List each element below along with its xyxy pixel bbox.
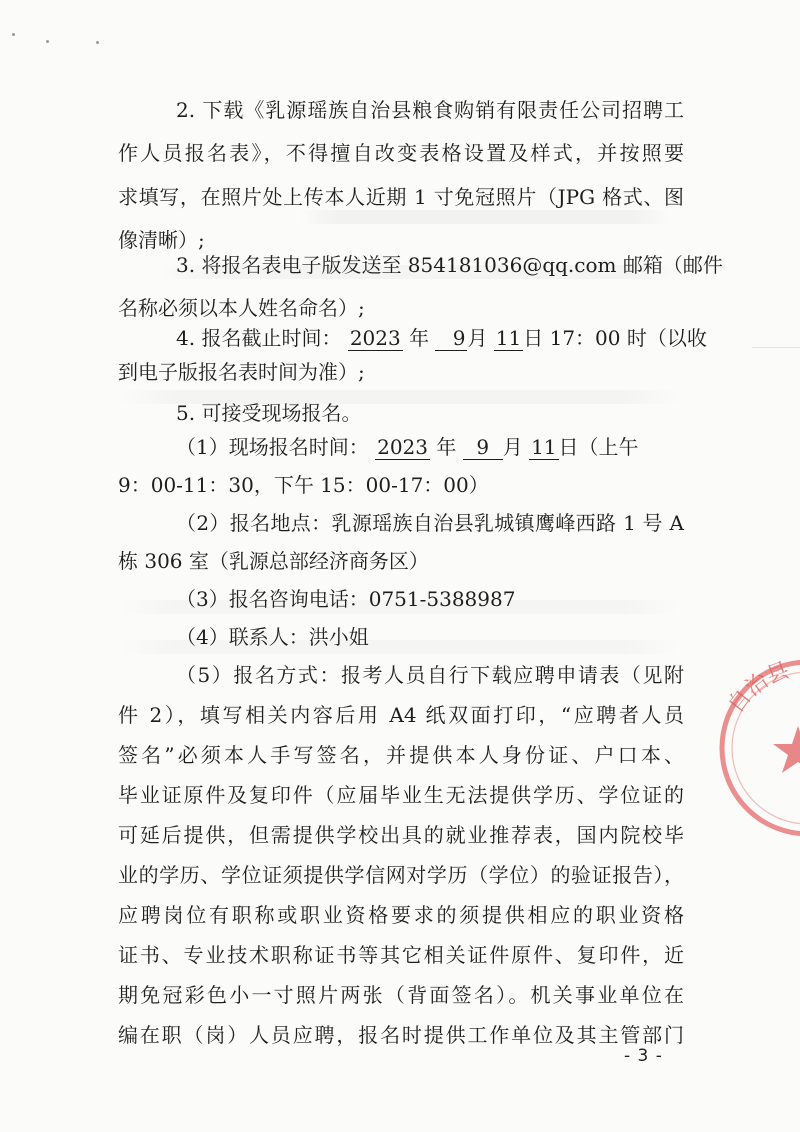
svg-text:自治县	[723, 658, 792, 718]
deadline-year: 2023	[349, 326, 401, 350]
item-5-2-line-1: （2）报名地点：乳源瑶族自治县乳城镇鹰峰西路 1 号 A	[176, 511, 684, 535]
item-5-5-line-2: 件 2），填写相关内容后用 A4 纸双面打印，“应聘者人员	[118, 703, 684, 727]
item-5-5-line-5: 可延后提供，但需提供学校出具的就业推荐表，国内院校毕	[118, 823, 684, 847]
item-2-line-3: 求填写，在照片处上传本人近期 1 寸免冠照片（JPG 格式、图	[118, 185, 684, 209]
scan-speck	[12, 33, 15, 36]
page-number: - 3 -	[624, 1046, 663, 1066]
official-seal	[710, 648, 800, 848]
item-5-3-line: （3）报名咨询电话：0751-5388987	[176, 587, 516, 611]
day-unit: 日	[523, 326, 544, 350]
item-5-5-line-8: 证书、专业技术职称证书等其它相关证件原件、复印件，近	[118, 943, 684, 967]
item-5-2-line-2: 栋 306 室（乳源总部经济商务区）	[118, 549, 429, 573]
item-2-line-4: 像清晰）;	[118, 228, 205, 252]
seal-text: 自治县	[723, 658, 793, 718]
item-5-5-line-3: 签名”必须本人手写签名，并提供本人身份证、户口本、	[118, 743, 684, 767]
deadline-label: 4. 报名截止时间：	[176, 326, 342, 350]
item-5-1-line-1	[176, 433, 639, 461]
onsite-year: 2023	[377, 435, 428, 459]
item-5-5-line-10: 编在职（岗）人员应聘，报名时提供工作单位及其主管部门	[118, 1023, 684, 1047]
onsite-time-label: （1）现场报名时间：	[176, 435, 369, 459]
month-unit: 月	[467, 326, 488, 350]
scan-speck	[46, 40, 49, 43]
item-5-1-line-2: 9：00-11：30，下午 15：00-17：00）	[118, 473, 489, 497]
item-5-line: 5. 可接受现场报名。	[176, 401, 362, 425]
item-2-line-1: 2. 下载《乳源瑶族自治县粮食购销有限责任公司招聘工	[176, 98, 684, 122]
item-5-5-line-4: 毕业证原件及复印件（应届毕业生无法提供学历、学位证的	[118, 783, 684, 807]
deadline-time: 17：00 时（以收	[549, 326, 707, 350]
year-unit: 年	[409, 326, 430, 350]
onsite-day: 11	[531, 435, 557, 459]
item-4-line-1	[176, 324, 707, 352]
item-3-line-2: 名称必须以本人姓名命名）;	[118, 296, 365, 320]
item-5-5-line-6: 业的学历、学位证须提供学信网对学历（学位）的验证报告），	[118, 863, 684, 887]
item-5-5-line-7: 应聘岗位有职称或职业资格要求的须提供相应的职业资格	[118, 903, 684, 927]
item-3-line-1: 3. 将报名表电子版发送至 854181036@qq.com 邮箱（邮件	[176, 253, 723, 277]
item-2-line-2: 作人员报名表》，不得擅自改变表格设置及样式，并按照要	[118, 141, 684, 165]
onsite-month: 9	[463, 435, 503, 460]
item-5-4-line: （4）联系人：洪小姐	[176, 625, 369, 649]
item-4-line-2: 到电子版报名表时间为准）;	[118, 360, 365, 384]
year-unit: 年	[436, 435, 457, 459]
bleed-through	[300, 210, 670, 224]
item-5-5-line-1: （5）报名方式：报考人员自行下载应聘申请表（见附	[176, 663, 684, 687]
margin-line	[752, 347, 800, 348]
deadline-month: 9	[435, 326, 467, 351]
scan-speck	[96, 41, 99, 44]
month-unit: 月	[502, 435, 523, 459]
deadline-day: 11	[495, 326, 522, 350]
day-unit: 日（上午	[558, 435, 639, 459]
item-5-5-line-9: 期免冠彩色小一寸照片两张（背面签名）。机关事业单位在	[118, 983, 684, 1007]
